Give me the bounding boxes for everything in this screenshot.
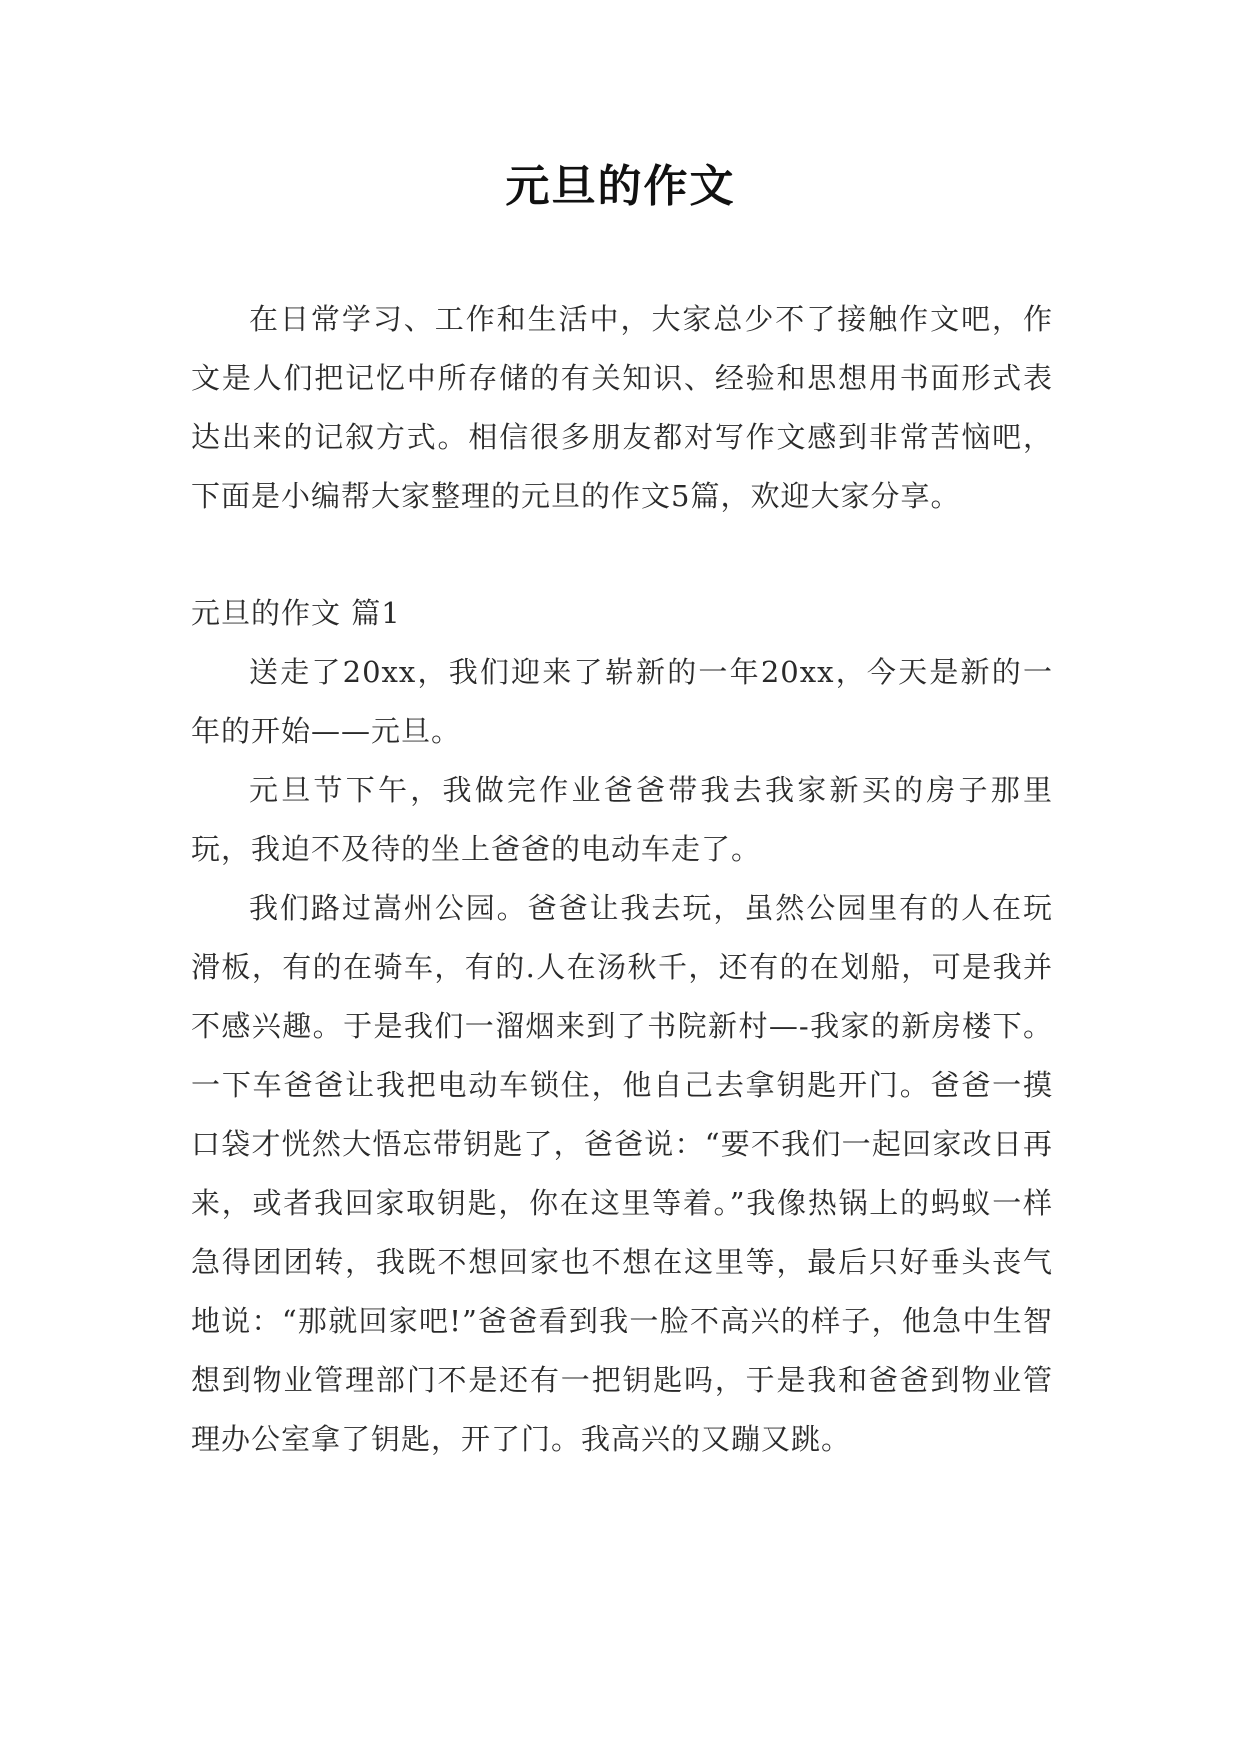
body-paragraph-3: 我们路过嵩州公园。爸爸让我去玩，虽然公园里有的人在玩滑板，有的在骑车，有的.人在汤秋千，还有的在划船，可是我并不感兴趣。于是我们一溜烟来到了书院新村—-我家的新房楼下。一下车爸爸让我把电动车锁住，他自己去拿钥匙开门。爸爸一摸口袋才恍然大悟忘带钥匙了，爸爸说：“要不我们一起回家改日再来，或者我回家取钥匙，你在这里等着。”我像热锅上的蚂蚁一样急得团团转，我既不想回家也不想在这里等，最后只好垂头丧气地说：“那就回家吧!”爸爸看到我一脸不高兴的样子，他急中生智想到物业管理部门不是还有一把钥匙吗，于是我和爸爸到物业管理办公室拿了钥匙，开了门。我高兴的又蹦又跳。 xyxy=(191,891,1053,1456)
body-paragraph-2: 元旦节下午，我做完作业爸爸带我去我家新买的房子那里玩，我迫不及待的坐上爸爸的电动车走了。 xyxy=(191,773,1053,866)
document-body xyxy=(191,290,1053,1469)
intro-paragraph: 在日常学习、工作和生活中，大家总少不了接触作文吧，作文是人们把记忆中所存储的有关知识、经验和思想用书面形式表达出来的记叙方式。相信很多朋友都对写作文感到非常苦恼吧，下面是小编帮大家整理的元旦的作文5篇，欢迎大家分享。 xyxy=(191,302,1053,513)
document-title: 元旦的作文 xyxy=(505,161,736,212)
section-heading: 元旦的作文 篇1 xyxy=(191,596,401,630)
body-paragraph-1: 送走了20xx，我们迎来了崭新的一年20xx，今天是新的一年的开始——元旦。 xyxy=(191,655,1053,748)
